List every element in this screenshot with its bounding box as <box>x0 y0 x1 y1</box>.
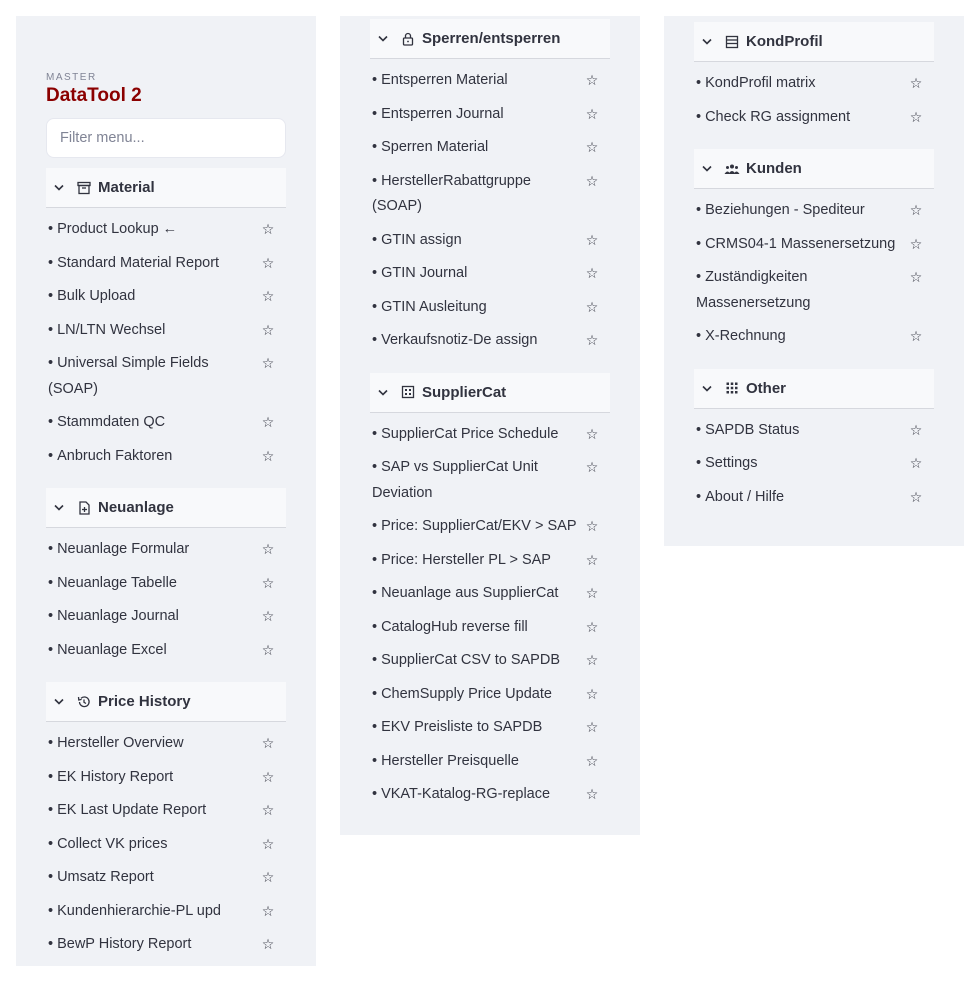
chevron-down-icon[interactable] <box>698 38 716 45</box>
bullet: • <box>696 488 702 505</box>
menu-item-label: GTIN Journal <box>381 265 468 281</box>
menu-item-link[interactable] <box>696 451 904 477</box>
bullet: • <box>372 332 378 348</box>
menu-item-zust-ndigkeiten-massenersetzung[interactable] <box>694 262 934 321</box>
panel-3-sections <box>694 22 934 529</box>
star-icon[interactable]: ☆ <box>909 235 923 252</box>
bullet: • <box>372 298 378 315</box>
menu-item-link[interactable] <box>696 485 904 511</box>
menu-item-link[interactable] <box>48 537 256 563</box>
section-header-other[interactable] <box>694 369 934 409</box>
section-header-price-history[interactable] <box>46 682 286 722</box>
star-icon[interactable]: ☆ <box>909 421 923 438</box>
menu-item-bewp-history-report[interactable] <box>46 929 286 963</box>
menu-item-neuanlage-aus-suppliercat[interactable] <box>370 578 610 612</box>
star-icon[interactable]: ☆ <box>261 768 275 785</box>
star-icon[interactable]: ☆ <box>585 265 599 281</box>
menu-item-label: GTIN assign <box>381 231 462 248</box>
menu-item-link[interactable] <box>372 615 580 641</box>
star-icon[interactable]: ☆ <box>261 936 275 952</box>
star-icon[interactable]: ☆ <box>585 425 599 442</box>
section-header-sperren-entsperren[interactable] <box>370 19 610 59</box>
menu-item-ln-ltn-wechsel[interactable] <box>46 315 286 349</box>
menu-item-vkat-katalog-rg-replace[interactable] <box>370 779 610 813</box>
menu-item-label: SAPDB Status <box>705 421 800 438</box>
star-icon[interactable]: ☆ <box>585 719 599 735</box>
menu-item-ekv-preisliste-to-sapdb[interactable] <box>370 712 610 746</box>
bullet: • <box>372 585 378 601</box>
archive-icon <box>74 181 94 195</box>
menu-item-label: X-Rechnung <box>705 328 786 344</box>
menu-item-price-suppliercat-ekv-sap[interactable] <box>370 511 610 545</box>
bullet: • <box>48 288 54 304</box>
section-title: Kunden <box>746 160 802 177</box>
bullet: • <box>48 414 54 430</box>
menu-item-label: EK Last Update Report <box>57 802 207 818</box>
menu-item-label: Neuanlage Tabelle <box>57 574 177 591</box>
star-icon[interactable]: ☆ <box>909 108 923 125</box>
star-icon[interactable]: ☆ <box>261 802 275 818</box>
menu-item-gtin-assign[interactable] <box>370 225 610 259</box>
star-icon[interactable]: ☆ <box>261 735 275 751</box>
menu-item-label: Settings <box>705 455 758 471</box>
menu-item-entsperren-material[interactable] <box>370 65 610 99</box>
lock-icon <box>398 32 418 46</box>
section-kondprofil <box>694 22 934 135</box>
bullet: • <box>696 421 702 438</box>
menu-list <box>694 62 934 135</box>
menu-item-link[interactable] <box>372 548 580 574</box>
menu-item-x-rechnung[interactable] <box>694 321 934 355</box>
menu-list <box>694 409 934 516</box>
menu-item-link[interactable] <box>48 351 256 402</box>
menu-item-label: Stammdaten QC <box>57 414 166 430</box>
menu-item-label: EKV Preisliste to SAPDB <box>381 719 543 735</box>
menu-item-label: Price: Hersteller PL > SAP <box>381 551 551 568</box>
menu-item-link[interactable] <box>48 318 256 344</box>
bullet: • <box>48 936 54 952</box>
section-title: Sperren/entsperren <box>422 30 561 47</box>
star-icon[interactable]: ☆ <box>261 221 275 237</box>
bullet: • <box>372 719 378 735</box>
menu-item-label: Product Lookup ← <box>57 221 178 237</box>
menu-item-sperren-material[interactable] <box>370 132 610 166</box>
menu-list <box>46 208 286 474</box>
menu-item-link[interactable] <box>48 731 256 757</box>
bullet: • <box>372 652 378 668</box>
section-sperren-entsperren <box>370 19 610 359</box>
star-icon[interactable]: ☆ <box>261 869 275 885</box>
menu-item-label: About / Hilfe <box>705 488 785 505</box>
star-icon[interactable]: ☆ <box>585 459 599 475</box>
menu-item-label: Neuanlage aus SupplierCat <box>381 585 559 601</box>
star-icon[interactable]: ☆ <box>585 298 599 315</box>
menu-item-link[interactable] <box>696 418 904 444</box>
menu-item-label: Collect VK prices <box>57 835 168 852</box>
menu-list <box>694 189 934 355</box>
star-icon[interactable]: ☆ <box>909 202 923 218</box>
menu-item-link[interactable] <box>372 782 580 808</box>
bullet: • <box>372 518 378 534</box>
star-icon[interactable]: ☆ <box>585 105 599 122</box>
bullet: • <box>372 459 378 475</box>
chevron-down-icon[interactable] <box>698 385 716 392</box>
menu-item-label: Hersteller Overview <box>57 735 184 751</box>
menu-item-link[interactable] <box>696 324 904 350</box>
bullet: • <box>48 221 54 237</box>
star-icon[interactable]: ☆ <box>261 321 275 338</box>
section-title: Other <box>746 379 787 397</box>
menu-item-link[interactable] <box>48 251 256 277</box>
section-suppliercat <box>370 373 610 813</box>
menu-item-link[interactable] <box>696 265 904 316</box>
sidebar-panel-2 <box>340 16 640 835</box>
star-icon[interactable]: ☆ <box>909 488 923 505</box>
menu-item-suppliercat-csv-to-sapdb[interactable] <box>370 645 610 679</box>
bullet: • <box>48 541 54 557</box>
bullet: • <box>372 425 378 442</box>
star-icon[interactable]: ☆ <box>585 685 599 702</box>
menu-item-label: Bulk Upload <box>57 288 136 304</box>
menu-item-link[interactable] <box>696 105 904 131</box>
menu-item-umsatz-report[interactable] <box>46 862 286 896</box>
menu-item-label: Standard Material Report <box>57 254 220 271</box>
section-title: KondProfil <box>746 33 823 50</box>
menu-item-gtin-journal[interactable] <box>370 258 610 292</box>
bullet: • <box>48 735 54 751</box>
menu-item-label: Umsatz Report <box>57 869 154 885</box>
table-icon <box>722 35 742 49</box>
menu-item-suppliercat-price-schedule[interactable] <box>370 419 610 453</box>
menu-item-link[interactable] <box>48 832 256 858</box>
bullet: • <box>372 752 378 769</box>
menu-item-label: GTIN Ausleitung <box>381 298 487 315</box>
bullet: • <box>372 72 378 88</box>
bullet: • <box>48 254 54 271</box>
section-price-history <box>46 682 286 963</box>
star-icon[interactable]: ☆ <box>261 574 275 591</box>
menu-item-label: Verkaufsnotiz-De assign <box>381 332 538 348</box>
star-icon[interactable]: ☆ <box>585 231 599 248</box>
star-icon[interactable]: ☆ <box>585 652 599 668</box>
menu-item-check-rg-assignment[interactable] <box>694 102 934 136</box>
bullet: • <box>48 802 54 818</box>
menu-item-chemsupply-price-update[interactable] <box>370 679 610 713</box>
bullet: • <box>48 321 54 338</box>
brand-title: DataTool 2 <box>46 85 142 106</box>
menu-item-link[interactable] <box>48 410 256 436</box>
star-icon[interactable]: ☆ <box>585 786 599 802</box>
filter-menu-input[interactable] <box>46 118 286 158</box>
menu-item-link[interactable] <box>372 514 580 540</box>
menu-item-neuanlage-journal[interactable] <box>46 601 286 635</box>
star-icon[interactable]: ☆ <box>585 618 599 635</box>
section-header-kunden[interactable] <box>694 149 934 189</box>
menu-item-label: Check RG assignment <box>705 108 851 125</box>
star-icon[interactable]: ☆ <box>261 541 275 557</box>
menu-item-label: Beziehungen - Spediteur <box>705 202 865 218</box>
menu-item-sap-vs-suppliercat-unit-deviation[interactable] <box>370 452 610 511</box>
menu-item-link[interactable] <box>372 261 580 287</box>
menu-item-link[interactable] <box>372 169 580 220</box>
menu-item-entsperren-journal[interactable] <box>370 99 610 133</box>
menu-list <box>370 413 610 813</box>
menu-item-label: Price: SupplierCat/EKV > SAP <box>381 518 577 534</box>
bullet: • <box>696 328 702 344</box>
menu-item-link[interactable] <box>48 284 256 310</box>
panel-2-sections <box>370 19 610 827</box>
menu-list <box>370 59 610 359</box>
star-icon[interactable]: ☆ <box>261 641 275 658</box>
menu-item-settings[interactable] <box>694 448 934 482</box>
menu-item-ek-last-update-report[interactable] <box>46 795 286 829</box>
menu-item-label: KondProfil matrix <box>705 75 816 91</box>
menu-item-collect-vk-prices[interactable] <box>46 829 286 863</box>
menu-item-price-hersteller-pl-sap[interactable] <box>370 545 610 579</box>
menu-item-bulk-upload[interactable] <box>46 281 286 315</box>
grid-icon <box>398 385 418 399</box>
star-icon[interactable]: ☆ <box>909 269 923 285</box>
menu-item-kondprofil-matrix[interactable] <box>694 68 934 102</box>
menu-item-link[interactable] <box>48 571 256 597</box>
chevron-down-icon[interactable] <box>50 504 68 511</box>
menu-item-label: LN/LTN Wechsel <box>57 321 166 338</box>
menu-item-label: VKAT-Katalog-RG-replace <box>381 786 551 802</box>
menu-item-verkaufsnotiz-de-assign[interactable] <box>370 325 610 359</box>
menu-item-label: ChemSupply Price Update <box>381 685 552 702</box>
menu-item-label: Neuanlage Journal <box>57 608 179 624</box>
menu-item-hersteller-preisquelle[interactable] <box>370 746 610 780</box>
bullet: • <box>696 202 702 218</box>
star-icon[interactable]: ☆ <box>261 835 275 852</box>
menu-item-link[interactable] <box>372 581 580 607</box>
menu-item-link[interactable] <box>372 749 580 775</box>
menu-item-link[interactable] <box>48 444 256 470</box>
menu-list <box>46 722 286 963</box>
star-icon[interactable]: ☆ <box>909 328 923 344</box>
menu-item-link[interactable] <box>372 328 580 354</box>
menu-item-link[interactable] <box>48 765 256 791</box>
menu-item-cataloghub-reverse-fill[interactable] <box>370 612 610 646</box>
menu-item-label: Neuanlage Formular <box>57 541 190 557</box>
menu-item-link[interactable] <box>48 899 256 925</box>
star-icon[interactable]: ☆ <box>585 585 599 601</box>
menu-item-link[interactable] <box>372 455 580 506</box>
bullet: • <box>696 269 702 285</box>
section-title: Neuanlage <box>98 499 174 516</box>
bullet: • <box>696 235 702 252</box>
bullet: • <box>372 618 378 635</box>
menu-item-label: Zuständigkeiten Massenersetzung <box>696 269 811 311</box>
menu-item-link[interactable] <box>372 228 580 254</box>
menu-item-label: SupplierCat Price Schedule <box>381 425 559 442</box>
section-neuanlage <box>46 488 286 668</box>
menu-item-link[interactable] <box>372 648 580 674</box>
bullet: • <box>48 641 54 658</box>
menu-item-link[interactable] <box>48 798 256 824</box>
chevron-down-icon[interactable] <box>50 184 68 191</box>
menu-item-gtin-ausleitung[interactable] <box>370 292 610 326</box>
panel-1-sections <box>46 168 286 963</box>
menu-list <box>46 528 286 668</box>
menu-item-neuanlage-formular[interactable] <box>46 534 286 568</box>
menu-item-stammdaten-qc[interactable] <box>46 407 286 441</box>
section-title: Material <box>98 179 155 196</box>
bullet: • <box>48 768 54 785</box>
star-icon[interactable]: ☆ <box>585 172 599 189</box>
menu-item-sapdb-status[interactable] <box>694 415 934 449</box>
star-icon[interactable]: ☆ <box>909 455 923 471</box>
menu-item-label: Hersteller Preisquelle <box>381 752 519 769</box>
menu-item-herstellerrabattgruppe-soap[interactable] <box>370 166 610 225</box>
star-icon[interactable]: ☆ <box>585 518 599 534</box>
menu-item-hersteller-overview[interactable] <box>46 728 286 762</box>
bullet: • <box>48 608 54 624</box>
menu-item-link[interactable] <box>372 715 580 741</box>
menu-item-label: CatalogHub reverse fill <box>381 618 528 635</box>
menu-item-label: Universal Simple Fields (SOAP) <box>48 355 209 397</box>
menu-item-kundenhierarchie-pl-upd[interactable] <box>46 896 286 930</box>
star-icon[interactable]: ☆ <box>585 139 599 155</box>
menu-item-label: Entsperren Material <box>381 72 508 88</box>
bullet: • <box>48 574 54 591</box>
section-title: SupplierCat <box>422 383 507 401</box>
menu-item-link[interactable] <box>696 232 904 258</box>
section-header-neuanlage[interactable] <box>46 488 286 528</box>
menu-item-neuanlage-tabelle[interactable] <box>46 568 286 602</box>
menu-item-neuanlage-excel[interactable] <box>46 635 286 669</box>
section-material <box>46 168 286 474</box>
menu-item-link[interactable] <box>372 682 580 708</box>
group-icon <box>722 162 742 176</box>
star-icon[interactable]: ☆ <box>909 75 923 91</box>
bullet: • <box>48 447 54 464</box>
menu-item-anbruch-faktoren[interactable] <box>46 441 286 475</box>
menu-item-link[interactable] <box>372 422 580 448</box>
bullet: • <box>372 139 378 155</box>
menu-item-universal-simple-fields-soap[interactable] <box>46 348 286 407</box>
brand-subtitle: MASTER <box>46 72 97 83</box>
menu-item-link[interactable] <box>48 604 256 630</box>
bullet: • <box>372 786 378 802</box>
star-icon[interactable]: ☆ <box>261 254 275 271</box>
section-other <box>694 369 934 516</box>
star-icon[interactable]: ☆ <box>261 902 275 919</box>
sidebar-panel-3 <box>664 16 964 546</box>
bullet: • <box>372 265 378 281</box>
star-icon[interactable]: ☆ <box>261 608 275 624</box>
section-kunden <box>694 149 934 355</box>
chevron-down-icon[interactable] <box>374 389 392 396</box>
new-document-icon <box>74 501 94 515</box>
menu-item-product-lookup[interactable] <box>46 214 286 248</box>
menu-item-label: EK History Report <box>57 768 174 785</box>
menu-item-label: BewP History Report <box>57 936 192 952</box>
menu-item-label: Anbruch Faktoren <box>57 447 173 464</box>
menu-item-link[interactable] <box>372 295 580 321</box>
chevron-down-icon[interactable] <box>50 698 68 705</box>
menu-item-label: SAP vs SupplierCat Unit Deviation <box>372 459 538 501</box>
menu-item-about-hilfe[interactable] <box>694 482 934 516</box>
section-header-material[interactable] <box>46 168 286 208</box>
bullet: • <box>48 902 54 919</box>
menu-item-ek-history-report[interactable] <box>46 762 286 796</box>
menu-item-label: Sperren Material <box>381 139 489 155</box>
bullet: • <box>372 685 378 702</box>
sidebar-panel-1 <box>16 16 316 966</box>
bullet: • <box>48 869 54 885</box>
section-header-kondprofil[interactable] <box>694 22 934 62</box>
star-icon[interactable]: ☆ <box>261 447 275 464</box>
section-title: Price History <box>98 693 191 710</box>
menu-item-beziehungen-spediteur[interactable] <box>694 195 934 229</box>
menu-item-link[interactable] <box>696 198 904 224</box>
star-icon[interactable]: ☆ <box>585 72 599 88</box>
menu-item-standard-material-report[interactable] <box>46 248 286 282</box>
bullet: • <box>372 172 378 189</box>
menu-item-link[interactable] <box>48 638 256 664</box>
menu-item-label: HerstellerRabattgruppe (SOAP) <box>372 172 531 214</box>
bullet: • <box>696 75 702 91</box>
menu-item-link[interactable] <box>372 68 580 94</box>
star-icon[interactable]: ☆ <box>261 414 275 430</box>
apps-icon <box>722 381 742 395</box>
menu-item-crms04-1-massenersetzung[interactable] <box>694 229 934 263</box>
menu-item-link[interactable] <box>48 932 256 958</box>
section-header-suppliercat[interactable] <box>370 373 610 413</box>
menu-item-link[interactable] <box>48 217 256 243</box>
bullet: • <box>48 355 54 371</box>
menu-item-label: Kundenhierarchie-PL upd <box>57 902 221 919</box>
bullet: • <box>48 835 54 852</box>
star-icon[interactable]: ☆ <box>261 288 275 304</box>
star-icon[interactable]: ☆ <box>261 355 275 371</box>
chevron-down-icon[interactable] <box>698 165 716 172</box>
bullet: • <box>372 105 378 122</box>
history-icon <box>74 695 94 709</box>
menu-item-label: CRMS04-1 Massenersetzung <box>705 235 896 252</box>
bullet: • <box>696 108 702 125</box>
menu-item-link[interactable] <box>372 135 580 161</box>
panel-1-content <box>46 72 286 977</box>
bullet: • <box>372 551 378 568</box>
bullet: • <box>696 455 702 471</box>
menu-item-label: Entsperren Journal <box>381 105 504 122</box>
menu-item-link[interactable] <box>48 865 256 891</box>
star-icon[interactable]: ☆ <box>585 551 599 568</box>
bullet: • <box>372 231 378 248</box>
star-icon[interactable]: ☆ <box>585 332 599 348</box>
chevron-down-icon[interactable] <box>374 35 392 42</box>
menu-item-label: Neuanlage Excel <box>57 641 167 658</box>
star-icon[interactable]: ☆ <box>585 752 599 769</box>
menu-item-link[interactable] <box>696 71 904 97</box>
menu-item-label: SupplierCat CSV to SAPDB <box>381 652 560 668</box>
menu-item-link[interactable] <box>372 102 580 128</box>
